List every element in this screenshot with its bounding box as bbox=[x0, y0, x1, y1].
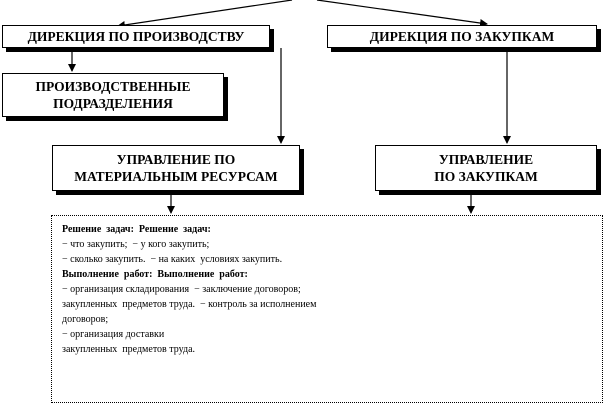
tasks-note-box bbox=[51, 215, 603, 403]
material-resources-line2: МАТЕРИАЛЬНЫМ РЕСУРСАМ bbox=[74, 169, 278, 184]
note-line: договоров; bbox=[62, 314, 109, 325]
note-line: − организация доставки bbox=[62, 329, 165, 340]
production-units-box bbox=[2, 73, 224, 117]
note-line: − организация складирования − заключение договоров; bbox=[62, 284, 301, 295]
note-line: − сколько закупить. − на каких условиях закупить. bbox=[62, 254, 283, 265]
arrow-top-to-production bbox=[118, 0, 292, 26]
arrow-top-to-procurement bbox=[317, 0, 487, 24]
note-line: Выполнение работ: Выполнение работ: bbox=[62, 269, 248, 280]
material-resources-line1: УПРАВЛЕНИЕ ПО bbox=[116, 152, 236, 167]
note-line: − что закупить; − у кого закупить; bbox=[62, 239, 210, 250]
procurement-management-box bbox=[375, 145, 597, 191]
production-units-line2: ПОДРАЗДЕЛЕНИЯ bbox=[53, 96, 173, 111]
production-units-line1: ПРОИЗВОДСТВЕННЫЕ bbox=[35, 79, 191, 94]
procurement-management-line1: УПРАВЛЕНИЕ bbox=[438, 152, 534, 167]
production-directorate-box bbox=[2, 25, 270, 48]
procurement-management-line2: ПО ЗАКУПКАМ bbox=[434, 169, 538, 184]
procurement-directorate-box bbox=[327, 25, 597, 48]
material-resources-box bbox=[52, 145, 300, 191]
procurement-directorate-label: ДИРЕКЦИЯ ПО ЗАКУПКАМ bbox=[369, 29, 555, 44]
note-line: закупленных предметов труда. − контроль за исполнением bbox=[62, 299, 317, 310]
note-line: Решение задач: Решение задач: bbox=[62, 224, 211, 235]
note-line: закупленных предметов труда. bbox=[62, 344, 196, 355]
production-directorate-label: ДИРЕКЦИЯ ПО ПРОИЗВОДСТВУ bbox=[27, 29, 245, 44]
